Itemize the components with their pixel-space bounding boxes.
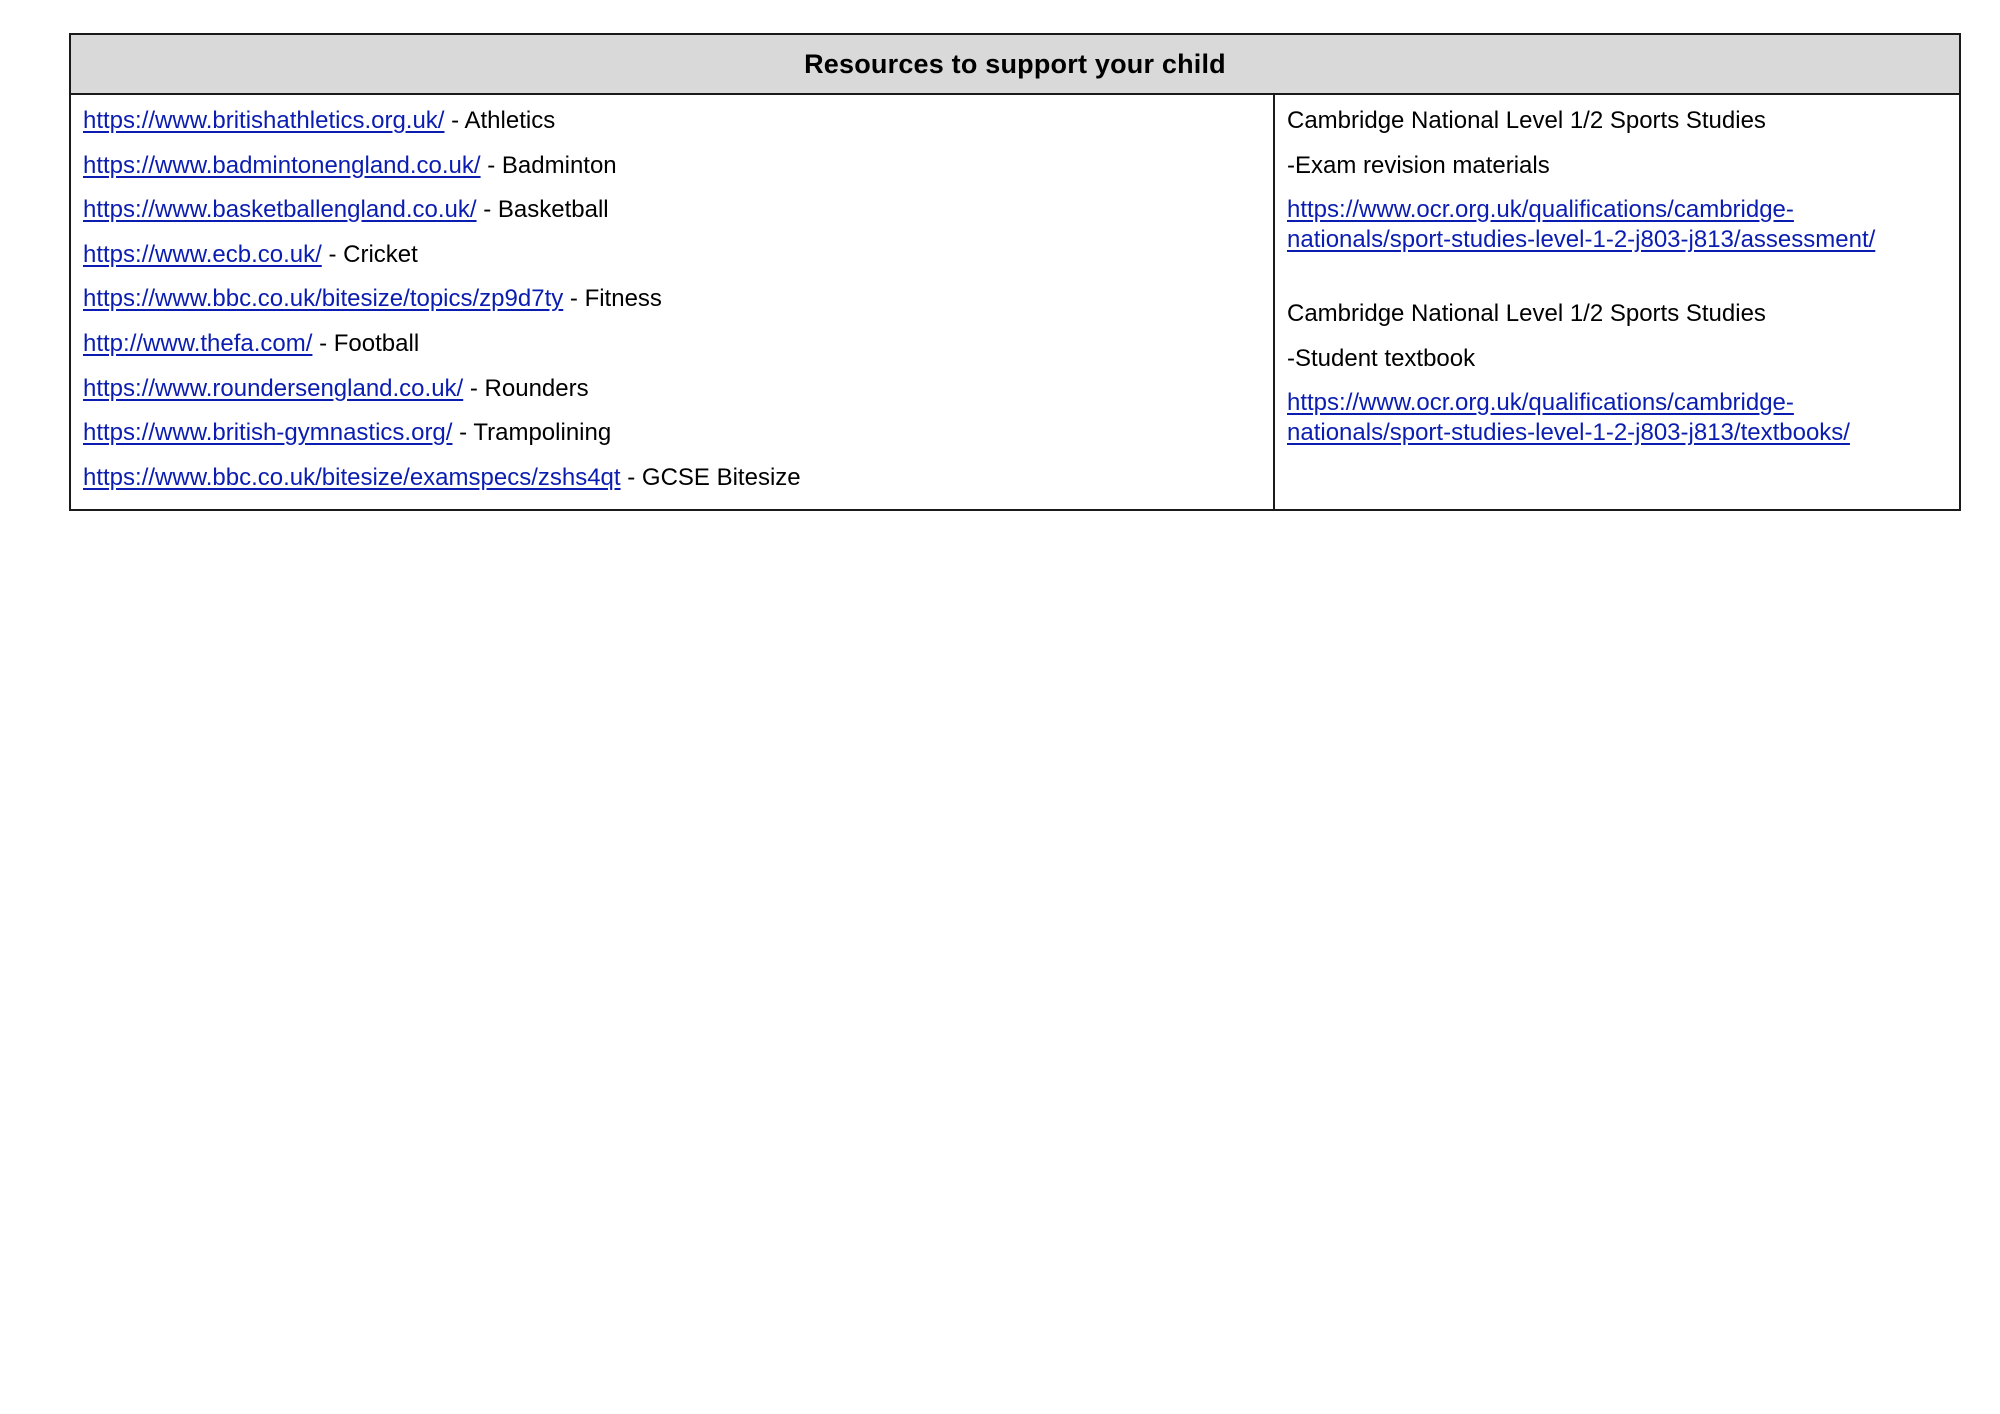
table-title: Resources to support your child bbox=[804, 48, 1226, 79]
football-label: - Football bbox=[319, 329, 420, 357]
athletics-label: - Athletics bbox=[451, 107, 556, 134]
exam-revision-link[interactable]: https://www.ocr.org.uk/qualifications/cambridge-nationals/sport-studies-level-1-2-j803-j813/assessment/ bbox=[1287, 196, 1876, 254]
rounders-label: - Rounders bbox=[469, 374, 589, 402]
badminton-label: - Badminton bbox=[487, 151, 617, 179]
fitness-link[interactable]: https://www.bbc.co.uk/bitesize/topics/zp9d7ty bbox=[83, 285, 564, 313]
student-textbook-block bbox=[1287, 299, 1947, 448]
athletics-link[interactable]: https://www.britishathletics.org.uk/ bbox=[83, 107, 445, 134]
student-textbook-link[interactable]: https://www.ocr.org.uk/qualifications/cambridge-nationals/sport-studies-level-1-2-j803-j813/textbooks/ bbox=[1287, 389, 1850, 447]
rounders-link[interactable]: https://www.roundersengland.co.uk/ bbox=[83, 374, 464, 402]
resources-table bbox=[69, 33, 1961, 511]
trampolining-label: - Trampolining bbox=[459, 419, 612, 447]
table-body bbox=[71, 95, 1959, 509]
cricket-link[interactable]: https://www.ecb.co.uk/ bbox=[83, 240, 322, 268]
sports-links-column bbox=[71, 95, 1275, 509]
trampolining-link[interactable]: https://www.british-gymnastics.org/ bbox=[83, 419, 453, 447]
cricket-label: - Cricket bbox=[328, 240, 418, 268]
exam-revision-subheading: -Exam revision materials bbox=[1287, 151, 1550, 179]
exam-revision-heading: Cambridge National Level 1/2 Sports Studies bbox=[1287, 107, 1766, 134]
football-link[interactable]: http://www.thefa.com/ bbox=[83, 329, 313, 357]
resource-line-football bbox=[83, 329, 1261, 374]
student-textbook-heading: Cambridge National Level 1/2 Sports Studies bbox=[1287, 300, 1766, 328]
gcse-bitesize-link[interactable]: https://www.bbc.co.uk/bitesize/examspecs/zshs4qt bbox=[83, 463, 621, 491]
exam-revision-block bbox=[1287, 106, 1947, 255]
gcse-bitesize-label: - GCSE Bitesize bbox=[627, 463, 801, 491]
qualification-resources-column bbox=[1275, 95, 1959, 509]
basketball-link[interactable]: https://www.basketballengland.co.uk/ bbox=[83, 196, 477, 224]
table-header bbox=[71, 35, 1959, 95]
block-spacer bbox=[1287, 255, 1947, 299]
student-textbook-subheading: -Student textbook bbox=[1287, 344, 1476, 372]
badminton-link[interactable]: https://www.badmintonengland.co.uk/ bbox=[83, 151, 481, 179]
resource-line-fitness bbox=[83, 284, 1261, 329]
resource-line-cricket bbox=[83, 240, 1261, 285]
resource-line-basketball bbox=[83, 195, 1261, 240]
resource-line-rounders bbox=[83, 374, 1261, 419]
resource-line-trampolining bbox=[83, 418, 1261, 463]
basketball-label: - Basketball bbox=[483, 196, 609, 224]
resource-line-gcse-bitesize bbox=[83, 463, 1261, 508]
resource-line-badminton bbox=[83, 151, 1261, 196]
fitness-label: - Fitness bbox=[569, 285, 662, 313]
resource-line-athletics bbox=[83, 106, 1261, 151]
